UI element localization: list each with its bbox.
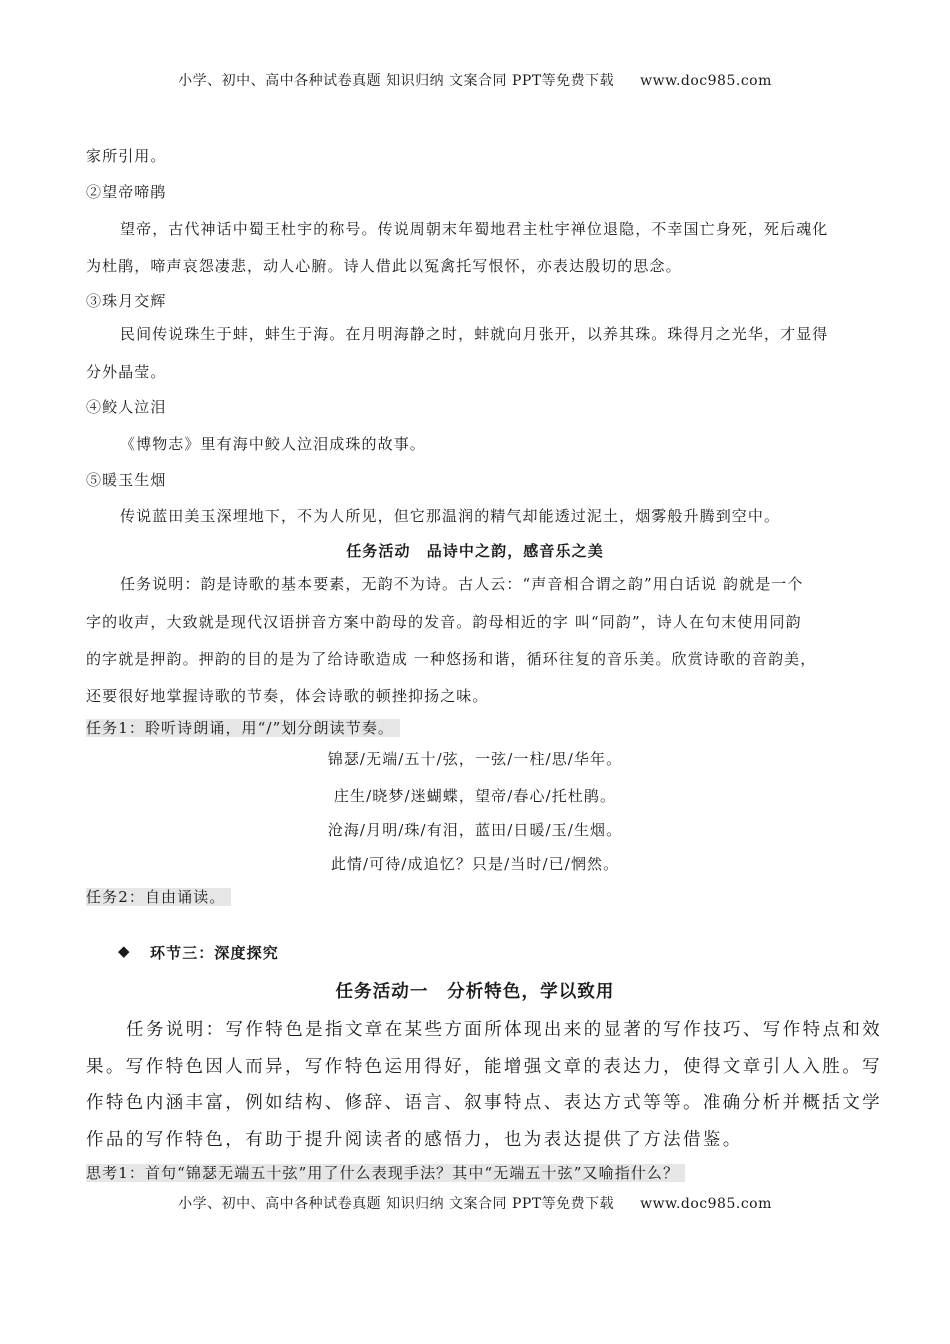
header-url[interactable]: www.doc985.com [640, 73, 772, 89]
footer-url[interactable]: www.doc985.com [640, 1196, 772, 1212]
footer-text: 小学、初中、高中各种试卷真题 知识归纳 文案合同 PPT等免费下载 [178, 1196, 615, 1212]
think-1 [86, 1162, 866, 1183]
task-activity-title: 任务活动 品诗中之韵，感音乐之美 [346, 542, 604, 560]
task-description-line: 字的收声，大致就是现代汉语拼音方案中韵母的发音。韵母相近的字 叫“同韵”，诗人在句末使用同韵 [86, 613, 802, 631]
item-heading: ⑤暖玉生烟 [86, 471, 167, 489]
task-description-line: 任务说明：韵是诗歌的基本要素，无韵不为诗。古人云：“声音相合谓之韵”用白话说 韵就是一个 [120, 575, 804, 593]
section-title: 环节三：深度探究 [150, 944, 279, 962]
paragraph: 望帝，古代神话中蜀王杜宇的称号。传说周朝末年蜀地君主杜宇禅位退隐，不幸国亡身死，死后魂化 [120, 220, 829, 238]
task-1-text: 任务1：聆听诗朗诵，用“/”划分朗读节奏。 [86, 719, 400, 737]
paragraph: 家所引用。 [86, 147, 167, 165]
poem-line: 沧海/月明/珠/有泪，蓝田/日暖/玉/生烟。 [327, 821, 623, 839]
section-description-line: 果。写作特色因人而异，写作特色运用得好，能增强文章的表达力，使得文章引人入胜。写 [86, 1057, 882, 1077]
section-description-line: 作品的写作特色，有助于提升阅读者的感悟力，也为表达提供了方法借鉴。 [86, 1130, 743, 1150]
item-heading: ②望帝啼鹃 [86, 183, 167, 201]
header-text: 小学、初中、高中各种试卷真题 知识归纳 文案合同 PPT等免费下载 [178, 73, 615, 89]
section-description-line: 作特色内涵丰富，例如结构、修辞、语言、叙事特点、表达方式等等。准确分析并概括文学 [86, 1093, 882, 1113]
page-footer [0, 1193, 950, 1213]
task-2 [86, 886, 866, 907]
task-description-line: 还要很好地掌握诗歌的节奏，体会诗歌的顿挫抑扬之味。 [86, 687, 489, 705]
think-1-text: 思考1：首句“锦瑟无端五十弦”用了什么表现手法？其中“无端五十弦”又喻指什么？ [86, 1164, 685, 1182]
paragraph: 分外晶莹。 [86, 363, 167, 381]
paragraph: 民间传说珠生于蚌，蚌生于海。在月明海静之时，蚌就向月张开，以养其珠。珠得月之光华，才显得 [120, 325, 829, 343]
paragraph: 为杜鹃，啼声哀怨凄悲，动人心腑。诗人借此以冤禽托写恨怀，亦表达殷切的思念。 [86, 257, 682, 275]
section-description-line: 任务说明：写作特色是指文章在某些方面所体现出来的显著的写作技巧、写作特点和效 [126, 1020, 883, 1040]
item-heading: ④鲛人泣泪 [86, 398, 167, 416]
poem-line: 锦瑟/无端/五十/弦，一弦/一柱/思/华年。 [327, 750, 623, 768]
item-heading: ③珠月交辉 [86, 292, 167, 310]
poem-line: 庄生/晓梦/迷蝴蝶，望帝/春心/托杜鹃。 [333, 787, 617, 805]
paragraph: 传说蓝田美玉深埋地下，不为人所见，但它那温润的精气却能透过泥土，烟雾般升腾到空中。 [120, 507, 781, 525]
page-header [0, 70, 950, 90]
task-description-line: 的字就是押韵。押韵的目的是为了给诗歌造成 一种悠扬和谐，循环往复的音乐美。欣赏诗歌的音韵美， [86, 650, 817, 668]
paragraph: 《博物志》里有海中鲛人泣泪成珠的故事。 [120, 435, 426, 453]
diamond-bullet-icon: ◆ [118, 942, 130, 960]
activity-title: 任务活动一 分析特色，学以致用 [335, 982, 615, 1002]
task-1 [86, 717, 866, 738]
task-2-text: 任务2：自由诵读。 [86, 888, 231, 906]
poem-line: 此情/可待/成追忆？只是/当时/已/惘然。 [330, 855, 620, 873]
